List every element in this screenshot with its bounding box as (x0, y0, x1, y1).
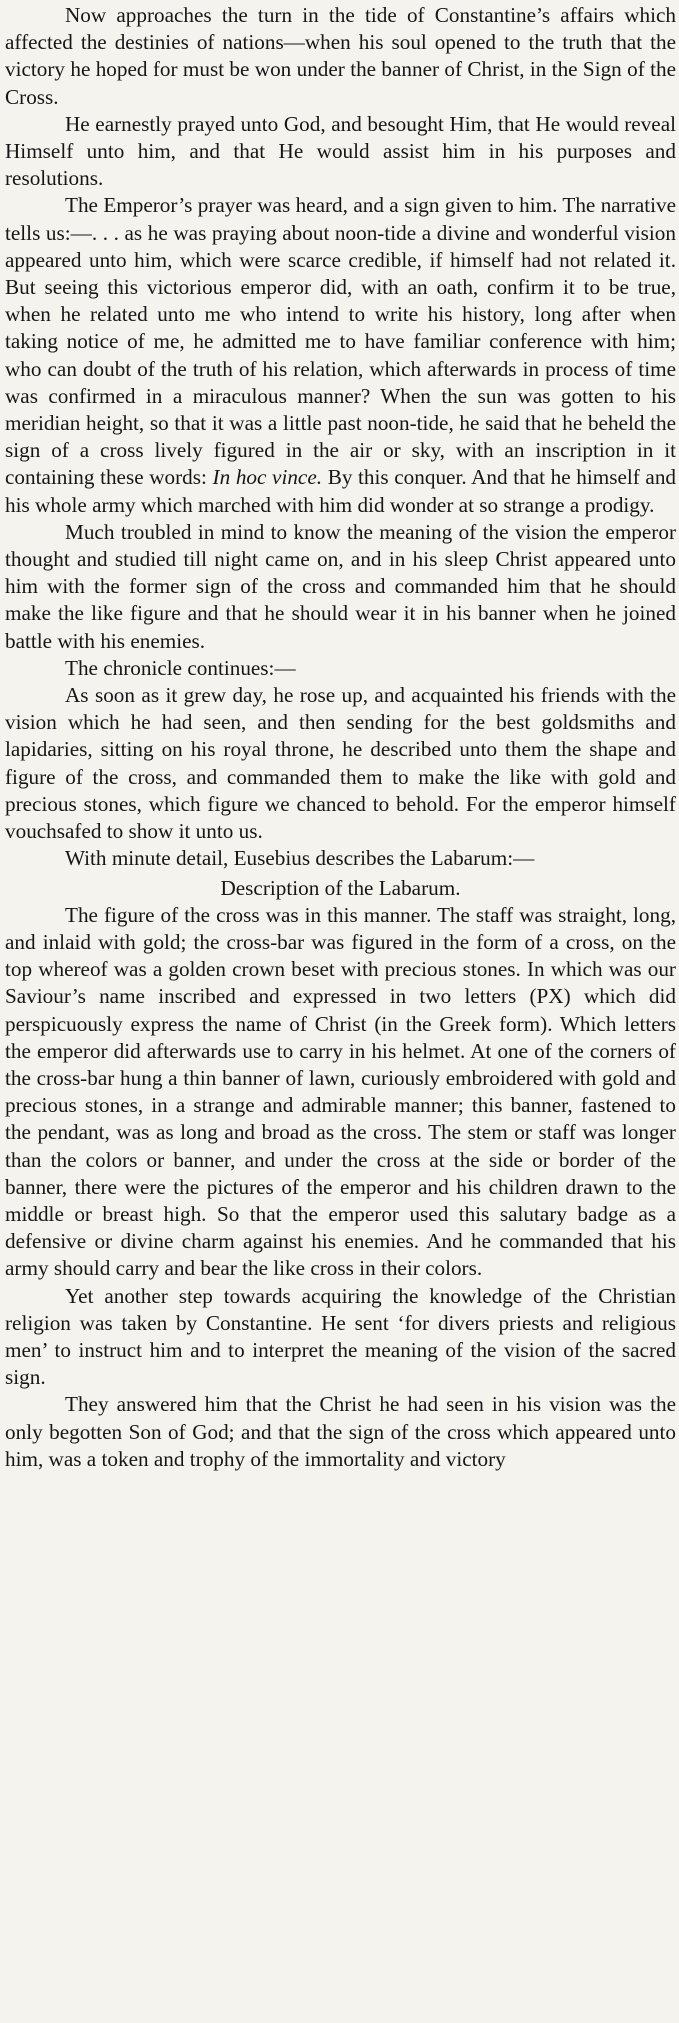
paragraph-another-step: Yet another step towards acquiring the knowledge of the Christian religion was taken by Constantine. He sent ‘for divers priests and religious men’ to instruct him and to interpret the meaning of the vision of the sacred sign. (5, 1283, 676, 1390)
paragraph-vision-narrative (5, 192, 676, 518)
paragraph-labarum-description: The figure of the cross was in this manner. The staff was straight, long, and inlaid with gold; the cross-bar was figured in the form of a cross, on the top whereof was a golden crown beset with precious stones. In which was our Saviour’s name inscribed and expressed in two letters (PX) which did perspicuously express the name of Christ (in the Greek form). Which letters the emperor did afterwards use to carry in his helmet. At one of the corners of the cross-bar hung a thin banner of lawn, curiously embroidered with gold and precious stones, in a strange and admirable manner; this banner, fastened to the pendant, was as long and broad as the cross. The stem or staff was longer than the colors or banner, and under the cross at the side or border of the banner, there were the pictures of the emperor and his children drawn to the middle or breast high. So that the emperor used this salutary badge as a defensive or divine charm against his enemies. And he commanded that his army should carry and bear the like cross in their colors. (5, 902, 676, 1281)
paragraph-chronicle-continues: The chronicle continues:— (65, 655, 296, 680)
paragraph-turn-of-tide: Now approaches the turn in the tide of Constantine’s affairs which affected the destinies of nations—when his soul opened to the truth that the victory he hoped for must be won under the banner of Christ, in the Sign of the Cross. (5, 3, 676, 109)
section-heading-labarum: Description of the Labarum. (220, 875, 461, 900)
latin-motto: In hoc vince. (212, 465, 323, 490)
paragraph-eusebius-intro: With minute detail, Eusebius describes the Labarum:— (65, 846, 535, 871)
paragraph-troubled-mind: Much troubled in mind to know the meaning of the vision the emperor thought and studied till night came on, and in his sleep Christ appeared unto him with the former sign of the cross and commanded him that he should make the like figure and that he should wear it in his banner when he joined battle with his enemies. (5, 519, 676, 653)
paragraph-earnest-prayer: He earnestly prayed unto God, and besought Him, that He would reveal Himself unto him, and that He would assist him in his purposes and resolutions. (5, 111, 676, 191)
vision-narrative-continuation: By this conquer. And that he himself and his whole army which marched with him did wonder at so strange a prodigy. (5, 465, 677, 517)
vision-narrative-text: The Emperor’s prayer was heard, and a sign given to him. The narrative tells us:—. . . as he was praying about noon-tide a divine and wonderful vision appeared unto him, which were scarce credible, if himself had not related it. But seeing this victorious emperor did, with an oath, confirm it to be true, when he related unto me who intend to write his history, long after when taking notice of me, he admitted me to have familiar conference with him; who can doubt of the truth of his relation, which afterwards in process of time was confirmed in a miraculous manner? When the sun was gotten to his meridian height, so that it was a little past noon-tide, he said that he beheld the sign of a cross lively figured in the air or sky, with an inscription in it containing these words: (5, 193, 676, 490)
paragraph-priests-answer: They answered him that the Christ he had seen in his vision was the only begotten Son of God; and that the sign of the cross which appeared unto him, was a token and trophy of the immortality and victory (5, 1392, 676, 1471)
paragraph-goldsmiths: As soon as it grew day, he rose up, and acquainted his friends with the vision which he had seen, and then sending for the best goldsmiths and lapidaries, sitting on his royal throne, he described unto them the shape and figure of the cross, and commanded them to make the like with gold and precious stones, which figure we chanced to behold. For the emperor himself vouchsafed to show it unto us. (5, 683, 676, 844)
